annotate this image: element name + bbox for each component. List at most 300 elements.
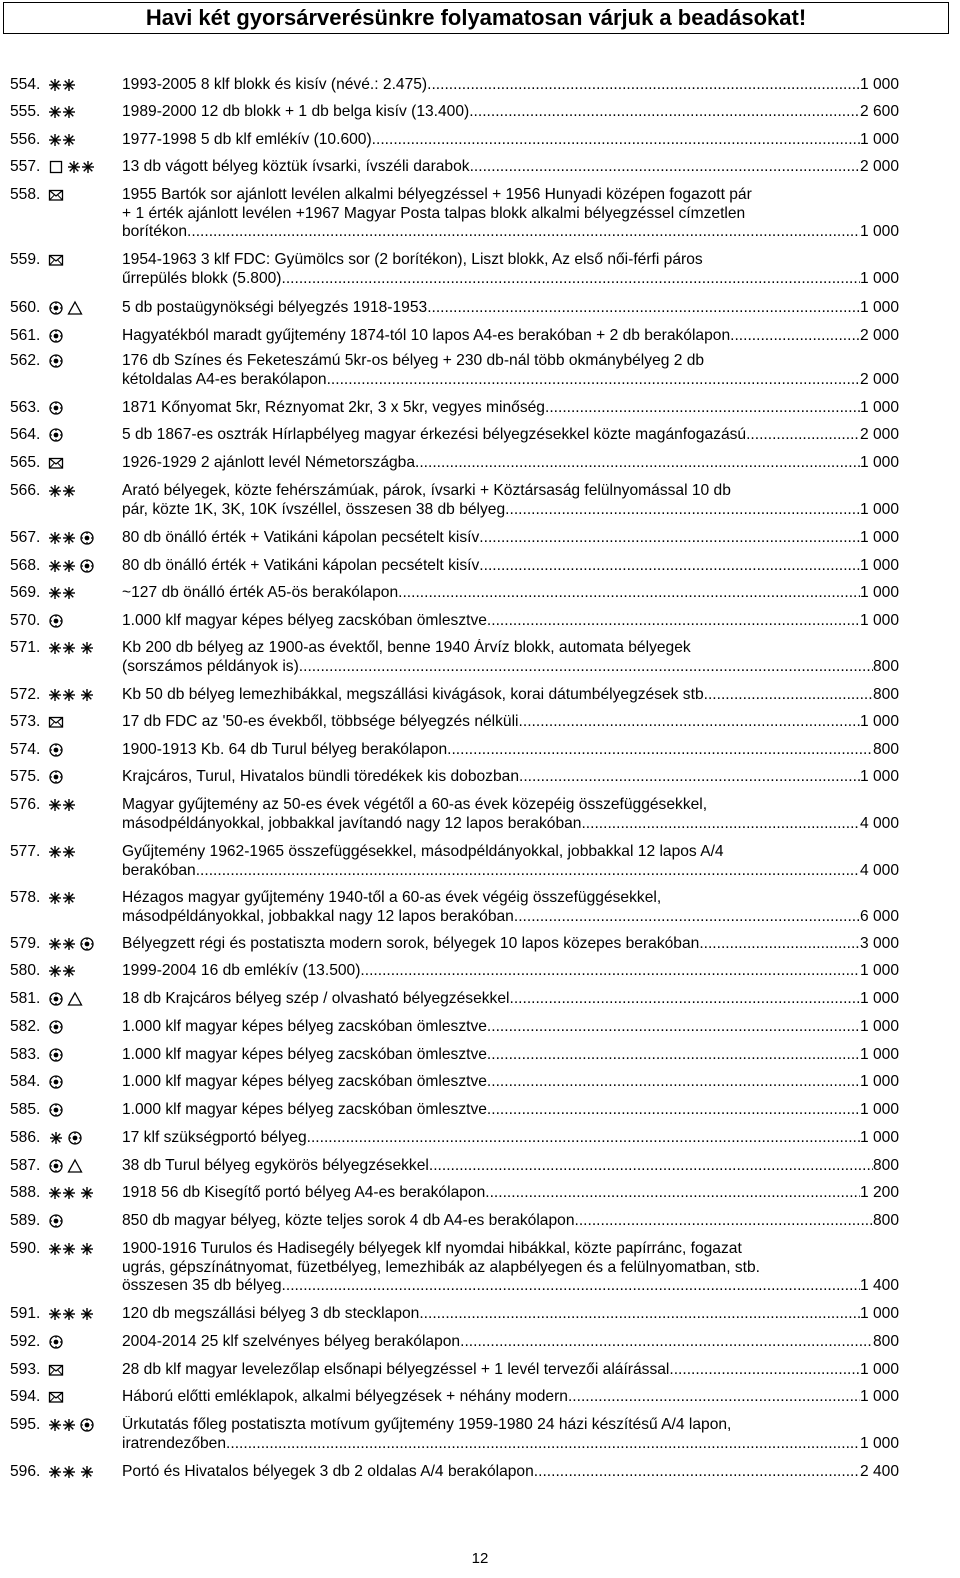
dot-leader	[699, 935, 860, 954]
lot-final-line	[122, 686, 899, 705]
lot-number: 593.	[10, 1361, 41, 1378]
lot-number: 567.	[10, 529, 41, 546]
lot-number: 568.	[10, 557, 41, 574]
lot-number: 571.	[10, 639, 41, 656]
lot-price: 1 000	[859, 612, 899, 629]
lot-text-line: 1.000 klf magyar képes bélyeg zacskóban ömlesztve	[122, 612, 487, 629]
lot-icons	[48, 769, 64, 785]
dot-leader	[746, 426, 860, 445]
stars-double-icon	[48, 77, 76, 93]
circle-dot-icon	[79, 936, 95, 952]
envelope-icon	[48, 714, 64, 730]
lot-price: 2 000	[859, 426, 899, 443]
lot-description	[122, 327, 899, 346]
lot-text-line: 1918 56 db Kisegítő portó bélyeg A4-es berakólapon	[122, 1184, 486, 1201]
lot-number: 583.	[10, 1046, 41, 1063]
lot-final-line	[122, 962, 899, 981]
lot-final-line	[122, 426, 899, 445]
dot-leader	[505, 501, 860, 520]
lot-icons	[48, 252, 64, 268]
lot-icons	[48, 936, 95, 952]
lot-description	[122, 1240, 899, 1296]
lot-final-line	[122, 1277, 899, 1296]
dot-leader	[360, 962, 860, 981]
lot-final-line	[122, 768, 899, 787]
lot-description	[122, 1361, 899, 1380]
lot-icons	[48, 187, 64, 203]
lot-description	[122, 796, 899, 833]
lot-text-line: 1926-1929 2 ajánlott levél Németországba	[122, 454, 416, 471]
lot-description	[122, 1463, 899, 1482]
envelope-icon	[48, 187, 64, 203]
lot-text-line: 1900-1916 Turulos és Hadisegély bélyegek klf nyomdai hibákkal, közte papírránc, fogazat	[122, 1240, 742, 1257]
circle-dot-icon	[48, 769, 64, 785]
dot-leader	[282, 270, 860, 289]
lot-text-line: 1954-1963 3 klf FDC: Gyümölcs sor (2 borítékon), Liszt blokk, Az első női-férfi páros	[122, 251, 703, 268]
triangle-icon	[67, 1158, 83, 1174]
dot-leader	[568, 1388, 860, 1407]
lot-description	[122, 768, 899, 787]
dot-leader	[398, 584, 860, 603]
lot-description	[122, 426, 899, 445]
lot-icons	[48, 844, 76, 860]
stars-double-icon	[48, 1241, 76, 1257]
lot-final-line	[122, 1073, 899, 1092]
star-icon	[79, 1306, 95, 1322]
lot-price: 1 000	[859, 269, 899, 287]
lot-icons	[48, 159, 95, 175]
lot-text-line: iratrendezőben	[122, 1434, 227, 1452]
lot-price: 1 000	[859, 1305, 899, 1322]
dot-leader	[487, 612, 860, 631]
lot-description	[122, 158, 899, 177]
lot-text-line: 1.000 klf magyar képes bélyeg zacskóban ömlesztve	[122, 1073, 487, 1090]
lot-description	[122, 1305, 899, 1324]
lot-final-line	[122, 1435, 899, 1454]
lot-price: 1 000	[859, 399, 899, 416]
lot-description	[122, 713, 899, 732]
lot-final-line	[122, 1463, 899, 1482]
lot-number: 596.	[10, 1463, 41, 1480]
circle-dot-icon	[48, 1334, 64, 1350]
lot-text-line: 1977-1998 5 db klf emlékív (10.600)	[122, 131, 372, 148]
lot-price: 1 400	[859, 1277, 899, 1294]
lot-icons	[48, 714, 64, 730]
lot-final-line	[122, 158, 899, 177]
lot-icons	[48, 353, 64, 369]
lot-text-line: 1.000 klf magyar képes bélyeg zacskóban ömlesztve	[122, 1018, 487, 1035]
lot-number: 589.	[10, 1212, 41, 1229]
dot-leader	[487, 1101, 860, 1120]
dot-leader	[487, 1046, 860, 1065]
lot-text-line: űrrepülés blokk (5.800)	[122, 269, 282, 287]
lot-text-line: Űrkutatás főleg postatiszta motívum gyűjtemény 1959-1980 24 házi készítésű A/4 lapon,	[122, 1416, 732, 1433]
lot-icons	[48, 77, 76, 93]
lot-number: 561.	[10, 327, 41, 344]
lot-number: 578.	[10, 889, 41, 906]
lot-icons	[48, 558, 95, 574]
lot-price: 1 000	[859, 76, 899, 93]
lot-text-line: Arató bélyegek, közte fehérszámúak, párok, ívsarki + Köztársaság felülnyomással 10 db	[122, 482, 731, 499]
lot-price: 2 400	[859, 1463, 899, 1480]
lot-number: 575.	[10, 768, 41, 785]
lot-final-line	[122, 103, 899, 122]
lot-price: 800	[872, 657, 899, 675]
lot-final-line	[122, 990, 899, 1009]
lot-text-line: 850 db magyar bélyeg, közte teljes sorok 4 db A4-es berakólapon	[122, 1212, 575, 1229]
lot-description	[122, 1129, 899, 1148]
lot-price: 1 200	[859, 1184, 899, 1201]
lot-text-line: 1955 Bartók sor ajánlott levélen alkalmi bélyegzéssel + 1956 Hunyadi középen fogazott pár	[122, 186, 752, 203]
circle-dot-icon	[79, 558, 95, 574]
lot-description	[122, 1157, 899, 1176]
lot-text-line: másodpéldányokkal, jobbakkal nagy 12 lapos berakóban	[122, 907, 514, 925]
lot-icons	[48, 483, 76, 499]
dot-leader	[469, 103, 860, 122]
lot-final-line	[122, 584, 899, 603]
lot-final-line	[122, 76, 899, 95]
lot-description	[122, 1388, 899, 1407]
lot-price: 1 000	[859, 529, 899, 546]
header-title: Havi két gyorsárverésünkre folyamatosan várjuk a beadásokat!	[145, 5, 807, 30]
dot-leader	[415, 454, 860, 473]
lot-text-line: 1.000 klf magyar képes bélyeg zacskóban ömlesztve	[122, 1046, 487, 1063]
lot-number: 590.	[10, 1240, 41, 1257]
lot-text-line: Kb 50 db bélyeg lemezhibákkal, megszállási kivágások, korai dátumbélyegzések stb.	[122, 686, 708, 703]
lot-price: 800	[872, 1157, 899, 1174]
lot-final-line	[122, 299, 899, 318]
lot-icons	[48, 1241, 95, 1257]
lot-number: 581.	[10, 990, 41, 1007]
lot-price: 1 000	[859, 223, 899, 240]
lot-icons	[48, 613, 64, 629]
lot-price: 2 000	[859, 158, 899, 175]
lot-description	[122, 1018, 899, 1037]
lot-number: 580.	[10, 962, 41, 979]
lot-number: 566.	[10, 482, 41, 499]
dot-leader	[479, 557, 860, 576]
lot-price: 1 000	[859, 1129, 899, 1146]
lot-number: 582.	[10, 1018, 41, 1035]
lot-text-line: 80 db önálló érték + Vatikáni kápolan pecsételt kisív	[122, 557, 480, 574]
lot-description	[122, 186, 899, 242]
lot-price: 800	[872, 1333, 899, 1350]
circle-dot-icon	[48, 742, 64, 758]
lot-description	[122, 299, 899, 318]
lot-icons	[48, 1102, 64, 1118]
lot-text-line: ~127 db önálló érték A5-ös berakólapon	[122, 584, 399, 601]
dot-leader	[447, 741, 873, 760]
dot-leader	[581, 815, 860, 834]
lot-final-line	[122, 1212, 899, 1231]
dot-leader	[534, 1463, 860, 1482]
lot-icons	[48, 1464, 95, 1480]
dot-leader	[427, 76, 860, 95]
lot-description	[122, 962, 899, 981]
lot-icons	[48, 963, 76, 979]
lot-text-line: borítékon	[122, 223, 188, 240]
lot-text-line: berakóban	[122, 861, 196, 879]
lot-text-line: 38 db Turul bélyeg egykörös bélyegzésekkel	[122, 1157, 429, 1174]
circle-dot-icon	[48, 991, 64, 1007]
dot-leader	[226, 1435, 860, 1454]
lot-number: 572.	[10, 686, 41, 703]
circle-dot-icon	[67, 1130, 83, 1146]
lot-description	[122, 1333, 899, 1352]
lot-text-line: 1993-2005 8 klf blokk és kisív (névé.: 2.475)	[122, 76, 428, 93]
stars-double-icon	[48, 844, 76, 860]
lot-description	[122, 612, 899, 631]
dot-leader	[708, 686, 873, 705]
lot-price: 1 000	[859, 1018, 899, 1035]
lot-description	[122, 454, 899, 473]
circle-dot-icon	[48, 353, 64, 369]
lot-final-line	[122, 327, 899, 346]
lot-price: 1 000	[859, 1434, 899, 1452]
lot-final-line	[122, 1046, 899, 1065]
lot-text-line: 17 klf szükségportó bélyeg	[122, 1129, 307, 1146]
lot-price: 1 000	[859, 713, 899, 730]
stars-double-icon	[48, 687, 76, 703]
lot-text-line: Bélyegzett régi és postatiszta modern sorok, bélyegek 10 lapos közepes berakóban	[122, 935, 700, 952]
stars-double-icon	[48, 132, 76, 148]
dot-leader	[519, 768, 860, 787]
circle-dot-icon	[48, 427, 64, 443]
lot-price: 800	[872, 1212, 899, 1229]
lot-final-line	[122, 557, 899, 576]
lot-price: 1 000	[859, 962, 899, 979]
lot-text-line: Hézagos magyar gyűjtemény 1940-től a 60-as évek végéig összefüggésekkel,	[122, 889, 662, 906]
lot-price: 1 000	[859, 768, 899, 785]
lot-icons	[48, 797, 76, 813]
lot-icons	[48, 687, 95, 703]
stars-double-icon	[48, 1185, 76, 1201]
dot-leader	[470, 158, 860, 177]
dot-leader	[460, 1333, 873, 1352]
lot-description	[122, 1101, 899, 1120]
lot-final-line	[122, 131, 899, 150]
lot-description	[122, 990, 899, 1009]
lot-price: 2 000	[859, 327, 899, 344]
lot-text-line: ugrás, gépszínátnyomat, füzetbélyeg, lemezhibák az alapbélyegen és a felülnyomatban, stb.	[122, 1258, 761, 1276]
lot-description	[122, 352, 899, 389]
lot-final-line	[122, 270, 899, 289]
lot-text-line: 1999-2004 16 db emlékív (13.500)	[122, 962, 361, 979]
stars-double-icon	[48, 1417, 76, 1433]
lot-icons	[48, 328, 64, 344]
stars-double-icon	[48, 640, 76, 656]
lot-final-line	[122, 1333, 899, 1352]
lot-number: 570.	[10, 612, 41, 629]
stars-double-icon	[48, 104, 76, 120]
lot-final-line	[122, 713, 899, 732]
dot-leader	[372, 131, 860, 150]
lot-text-line: 1989-2000 12 db blokk + 1 db belga kisív (13.400)	[122, 103, 470, 120]
dot-leader	[509, 990, 859, 1009]
lot-number: 579.	[10, 935, 41, 952]
lot-text-line: 5 db 1867-es osztrák Hírlapbélyeg magyar érkezési bélyegzésekkel közte magánfogazású	[122, 426, 747, 443]
lot-icons	[48, 1213, 64, 1229]
lot-icons	[48, 1047, 64, 1063]
lot-number: 592.	[10, 1333, 41, 1350]
lot-final-line	[122, 529, 899, 548]
circle-dot-icon	[48, 300, 64, 316]
stars-double-icon	[48, 797, 76, 813]
lot-text-line: Portó és Hivatalos bélyegek 3 db 2 oldalas A/4 berakólapon	[122, 1463, 534, 1480]
lot-number: 555.	[10, 103, 41, 120]
lot-text-line: 28 db klf magyar levelezőlap elsőnapi bélyegzéssel + 1 levél tervezői aláírással	[122, 1361, 670, 1378]
lot-number: 556.	[10, 131, 41, 148]
lot-text-line: (sorszámos példányok is)	[122, 657, 299, 675]
lot-description	[122, 1212, 899, 1231]
lot-final-line	[122, 862, 899, 881]
lot-number: 557.	[10, 158, 41, 175]
lot-number: 559.	[10, 251, 41, 268]
lot-number: 562.	[10, 352, 41, 369]
lot-description	[122, 889, 899, 926]
lot-price: 1 000	[859, 1361, 899, 1378]
dot-leader	[485, 1184, 860, 1203]
lot-description	[122, 686, 899, 705]
dot-leader	[427, 299, 860, 318]
envelope-icon	[48, 1362, 64, 1378]
lot-icons	[48, 1019, 64, 1035]
circle-dot-icon	[48, 1074, 64, 1090]
circle-dot-icon	[48, 613, 64, 629]
lot-price: 4 000	[859, 814, 899, 832]
lot-final-line	[122, 454, 899, 473]
lot-final-line	[122, 741, 899, 760]
lot-final-line	[122, 1361, 899, 1380]
lot-number: 587.	[10, 1157, 41, 1174]
dot-leader	[487, 1073, 860, 1092]
lot-price: 1 000	[859, 1388, 899, 1405]
stars-double-icon	[48, 558, 76, 574]
lot-final-line	[122, 935, 899, 954]
lot-text-line: 80 db önálló érték + Vatikáni kápolan pecsételt kisív	[122, 529, 480, 546]
star-icon	[48, 1130, 64, 1146]
stars-double-icon	[48, 483, 76, 499]
lot-description	[122, 584, 899, 603]
lot-icons	[48, 1130, 83, 1146]
lot-description	[122, 557, 899, 576]
lot-price: 1 000	[859, 500, 899, 518]
lot-price: 1 000	[859, 557, 899, 574]
lot-number: 569.	[10, 584, 41, 601]
circle-dot-icon	[48, 1047, 64, 1063]
lot-description	[122, 76, 899, 95]
lot-final-line	[122, 371, 899, 390]
dot-leader	[730, 327, 860, 346]
dot-leader	[514, 908, 860, 927]
lot-price: 1 000	[859, 1046, 899, 1063]
circle-dot-icon	[48, 1102, 64, 1118]
dot-leader	[187, 223, 860, 242]
lot-text-line: pár, közte 1K, 3K, 10K ívszéllel, összesen 38 db bélyeg	[122, 500, 506, 518]
star-icon	[79, 1185, 95, 1201]
lot-description	[122, 843, 899, 880]
lot-text-line: 120 db megszállási bélyeg 3 db stecklapon	[122, 1305, 420, 1322]
lot-description	[122, 399, 899, 418]
lot-final-line	[122, 1157, 899, 1176]
lot-number: 558.	[10, 186, 41, 203]
lot-text-line: Háború előtti emléklapok, alkalmi bélyegzések + néhány modern	[122, 1388, 568, 1405]
dot-leader	[519, 713, 860, 732]
lot-icons	[48, 132, 76, 148]
lot-icons	[48, 890, 76, 906]
lot-final-line	[122, 658, 899, 677]
lot-icons	[48, 1417, 95, 1433]
circle-dot-icon	[79, 530, 95, 546]
dot-leader	[196, 862, 860, 881]
square-icon	[48, 159, 64, 175]
envelope-icon	[48, 1389, 64, 1405]
lot-text-line: kétoldalas A4-es berakólapon	[122, 370, 327, 388]
lot-icons	[48, 1074, 64, 1090]
lot-text-line: Magyar gyűjtemény az 50-es évek végétől a 60-as évek közepéig összefüggésekkel,	[122, 796, 708, 813]
lot-final-line	[122, 815, 899, 834]
lot-price: 3 000	[859, 935, 899, 952]
lot-price: 1 000	[859, 990, 899, 1007]
lot-number: 586.	[10, 1129, 41, 1146]
lot-number: 554.	[10, 76, 41, 93]
lot-description	[122, 131, 899, 150]
lot-text-line: másodpéldányokkal, jobbakkal javítandó nagy 12 lapos berakóban	[122, 814, 582, 832]
stars-double-icon	[48, 1306, 76, 1322]
lot-icons	[48, 1185, 95, 1201]
lot-number: 585.	[10, 1101, 41, 1118]
lot-icons	[48, 300, 83, 316]
lot-icons	[48, 1158, 83, 1174]
lot-price: 1 000	[859, 584, 899, 601]
lot-number: 588.	[10, 1184, 41, 1201]
dot-leader	[479, 529, 860, 548]
lot-price: 2 600	[859, 103, 899, 120]
dot-leader	[419, 1305, 860, 1324]
lot-final-line	[122, 501, 899, 520]
lot-final-line	[122, 908, 899, 927]
lot-price: 800	[872, 741, 899, 758]
lot-price: 1 000	[859, 1101, 899, 1118]
lot-icons	[48, 427, 64, 443]
lot-number: 563.	[10, 399, 41, 416]
lot-text-line: 1871 Kőnyomat 5kr, Réznyomat 2kr, 3 x 5kr, vegyes minőség	[122, 399, 545, 416]
lot-price: 800	[872, 686, 899, 703]
lot-number: 576.	[10, 796, 41, 813]
lot-text-line: Hagyatékból maradt gyűjtemény 1874-tól 10 lapos A4-es berakóban + 2 db berakólapon	[122, 327, 731, 344]
lot-text-line: összesen 35 db bélyeg	[122, 1277, 282, 1294]
lot-number: 591.	[10, 1305, 41, 1322]
lot-text-line: + 1 érték ajánlott levélen +1967 Magyar Posta talpas blokk alkalmi bélyegzéssel címzetlen	[122, 204, 746, 222]
dot-leader	[327, 371, 860, 390]
page-number: 12	[471, 1550, 489, 1567]
lot-icons	[48, 585, 76, 601]
circle-dot-icon	[48, 400, 64, 416]
lot-number: 594.	[10, 1388, 41, 1405]
lot-icons	[48, 104, 76, 120]
star-icon	[79, 640, 95, 656]
lot-price: 1 000	[859, 299, 899, 316]
lot-price: 1 000	[859, 1073, 899, 1090]
lot-icons	[48, 1334, 64, 1350]
lot-price: 2 000	[859, 370, 899, 388]
lot-text-line: 13 db vágott bélyeg köztük ívsarki, ívszéli darabok	[122, 158, 470, 175]
dot-leader	[487, 1018, 860, 1037]
dot-leader	[429, 1157, 873, 1176]
lot-number: 560.	[10, 299, 41, 316]
lot-description	[122, 529, 899, 548]
lot-number: 577.	[10, 843, 41, 860]
